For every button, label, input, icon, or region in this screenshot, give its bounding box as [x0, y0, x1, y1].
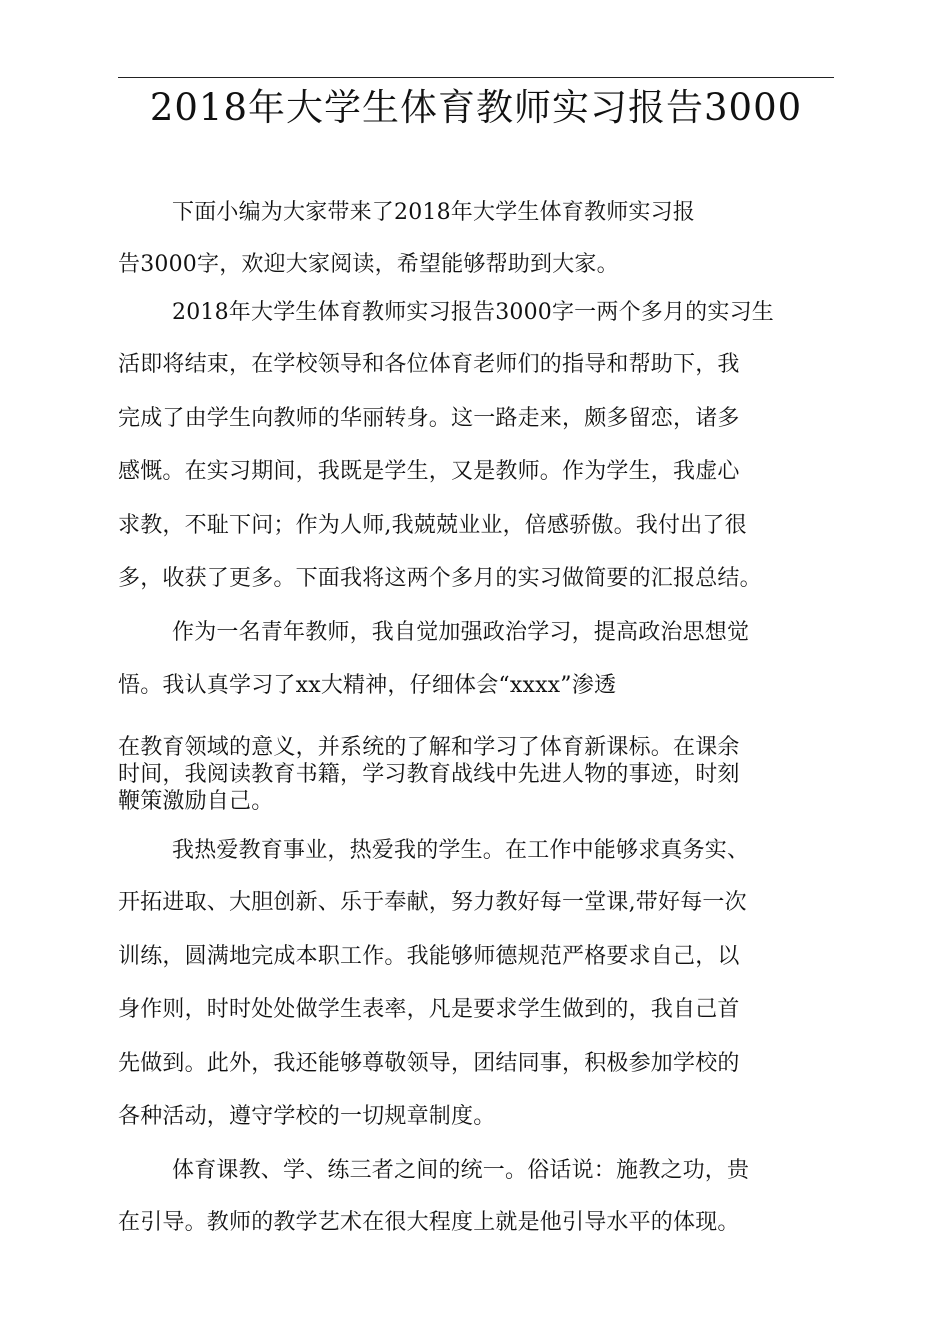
- text-line: 开拓进取、大胆创新、乐于奉献，努力教好每一堂课,带好每一次: [118, 890, 747, 915]
- text-line: 感慨。在实习期间，我既是学生，又是教师。作为学生，我虚心: [118, 459, 740, 484]
- text-line: 求教，不耻下问；作为人师,我兢兢业业，倍感骄傲。我付出了很: [118, 513, 747, 538]
- text-line: 下面小编为大家带来了2018年大学生体育教师实习报: [172, 200, 695, 225]
- text-line: 时间，我阅读教育书籍，学习教育战线中先进人物的事迹，时刻: [118, 762, 740, 787]
- text-line: 多，收获了更多。下面我将这两个多月的实习做简要的汇报总结。: [118, 566, 762, 591]
- text-line: 活即将结束，在学校领导和各位体育老师们的指导和帮助下，我: [118, 352, 740, 377]
- header-rule: [118, 77, 834, 78]
- text-line: 完成了由学生向教师的华丽转身。这一路走来，颇多留恋，诸多: [118, 406, 740, 431]
- text-line: 体育课教、学、练三者之间的统一。俗话说：施教之功，贵: [172, 1158, 750, 1183]
- text-line: 在引导。教师的教学艺术在很大程度上就是他引导水平的体现。: [118, 1210, 740, 1235]
- text-line: 训练，圆满地完成本职工作。我能够师德规范严格要求自己，以: [118, 944, 740, 969]
- text-line: 作为一名青年教师，我自觉加强政治学习，提高政治思想觉: [172, 620, 750, 645]
- text-line: 鞭策激励自己。: [118, 789, 274, 814]
- text-line: 悟。我认真学习了xx大精神，仔细体会“xxxx”渗透: [118, 673, 617, 698]
- text-line: 先做到。此外，我还能够尊敬领导，团结同事，积极参加学校的: [118, 1051, 740, 1076]
- document-title: 2018年大学生体育教师实习报告3000: [149, 86, 803, 129]
- text-line: 我热爱教育事业，热爱我的学生。在工作中能够求真务实、: [172, 838, 750, 863]
- text-line: 在教育领域的意义，并系统的了解和学习了体育新课标。在课余: [118, 735, 740, 760]
- text-line: 身作则，时时处处做学生表率，凡是要求学生做到的，我自己首: [118, 997, 740, 1022]
- text-line: 告3000字，欢迎大家阅读，希望能够帮助到大家。: [118, 252, 619, 277]
- text-line: 2018年大学生体育教师实习报告3000字一两个多月的实习生: [172, 300, 774, 325]
- text-line: 各种活动，遵守学校的一切规章制度。: [118, 1104, 496, 1129]
